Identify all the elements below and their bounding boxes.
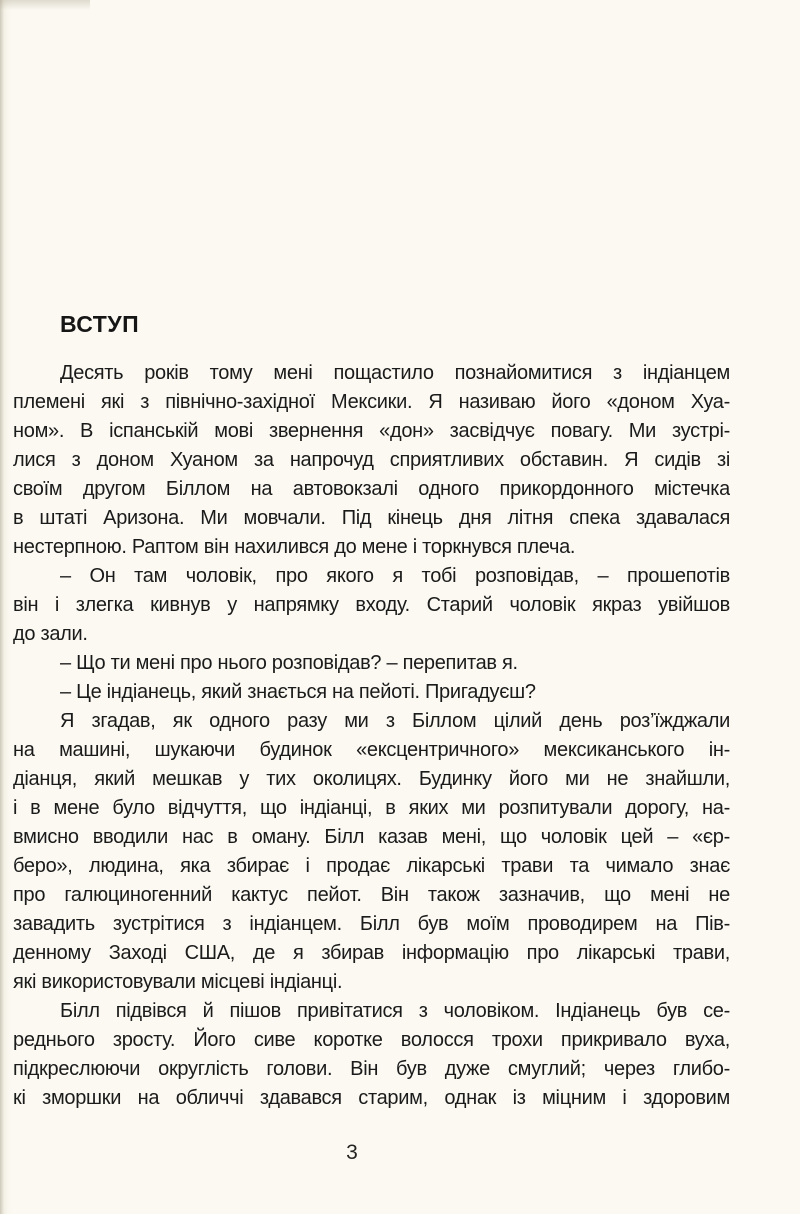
text-line: лися з доном Хуаном за напрочуд сприятливих обставин. Я сидів зі bbox=[13, 449, 730, 471]
text-line: нестерпною. Раптом він нахилився до мене і торкнувся плеча. bbox=[13, 536, 576, 558]
text-line: – Он там чоловік, про якого я тобі розповідав, – прошепотів bbox=[60, 565, 730, 587]
text-line: кі зморшки на обличчі здавався старим, однак із міцним і здоровим bbox=[13, 1087, 730, 1109]
text-line: діанця, який мешкав у тих околицях. Будинку його ми не знайшли, bbox=[13, 768, 730, 790]
text-line: своїм другом Біллом на автовокзалі одного прикордонного містечка bbox=[13, 478, 730, 500]
text-line: на машині, шукаючи будинок «ексцентричного» мексиканського ін- bbox=[13, 739, 730, 761]
text-line: підкреслюючи округлість голови. Він був дуже смуглий; через глибо- bbox=[13, 1058, 730, 1080]
text-line: реднього зросту. Його сиве коротке волосся трохи прикривало вуха, bbox=[13, 1029, 730, 1051]
paragraph bbox=[13, 678, 730, 707]
scan-corner-shadow bbox=[0, 0, 90, 10]
text-line: денному Заході США, де я збирав інформацію про лікарські трави, bbox=[13, 942, 730, 964]
text-line: Я згадав, як одного разу ми з Біллом цілий день роз’їжджали bbox=[60, 710, 730, 732]
text-line: і в мене було відчуття, що індіанці, в яких ми розпитували дорогу, на- bbox=[13, 797, 730, 819]
paragraph bbox=[13, 359, 730, 562]
paragraph bbox=[13, 997, 730, 1113]
paragraph bbox=[13, 562, 730, 649]
scan-page-edge bbox=[0, 0, 13, 1214]
text-line: – Це індіанець, який знається на пейоті. Пригадуєш? bbox=[60, 681, 536, 703]
text-line: до зали. bbox=[13, 623, 88, 645]
text-line: завадить зустрітися з індіанцем. Білл був моїм проводирем на Пів- bbox=[13, 913, 730, 935]
page-number: 3 bbox=[346, 1141, 358, 1164]
section-heading: ВСТУП bbox=[60, 311, 140, 337]
page-text-block bbox=[13, 312, 730, 1113]
paragraph bbox=[13, 707, 730, 997]
text-line: він і злегка кивнув у напрямку входу. Старий чоловік якраз увійшов bbox=[13, 594, 730, 616]
text-line: про галюциногенний кактус пейот. Він також зазначив, що мені не bbox=[13, 884, 730, 906]
text-line: Білл підвівся й пішов привітатися з чоловіком. Індіанець був се- bbox=[60, 1000, 730, 1022]
paragraph bbox=[13, 649, 730, 678]
text-line: вмисно вводили нас в оману. Білл казав мені, що чоловік цей – «єр- bbox=[13, 826, 730, 848]
text-line: в штаті Аризона. Ми мовчали. Під кінець дня літня спека здавалася bbox=[13, 507, 730, 529]
text-line: – Що ти мені про нього розповідав? – перепитав я. bbox=[60, 652, 518, 674]
text-line: беро», людина, яка збирає і продає лікарські трави та чимало знає bbox=[13, 855, 730, 877]
text-line: Десять років тому мені пощастило познайомитися з індіанцем bbox=[60, 362, 730, 384]
text-line: які використовували місцеві індіанці. bbox=[13, 971, 343, 993]
text-line: ном». В іспанській мові звернення «дон» засвідчує повагу. Ми зустрі- bbox=[13, 420, 730, 442]
paragraphs bbox=[13, 359, 730, 1113]
text-line: племені які з північно-західної Мексики. Я називаю його «доном Хуа- bbox=[13, 391, 730, 413]
